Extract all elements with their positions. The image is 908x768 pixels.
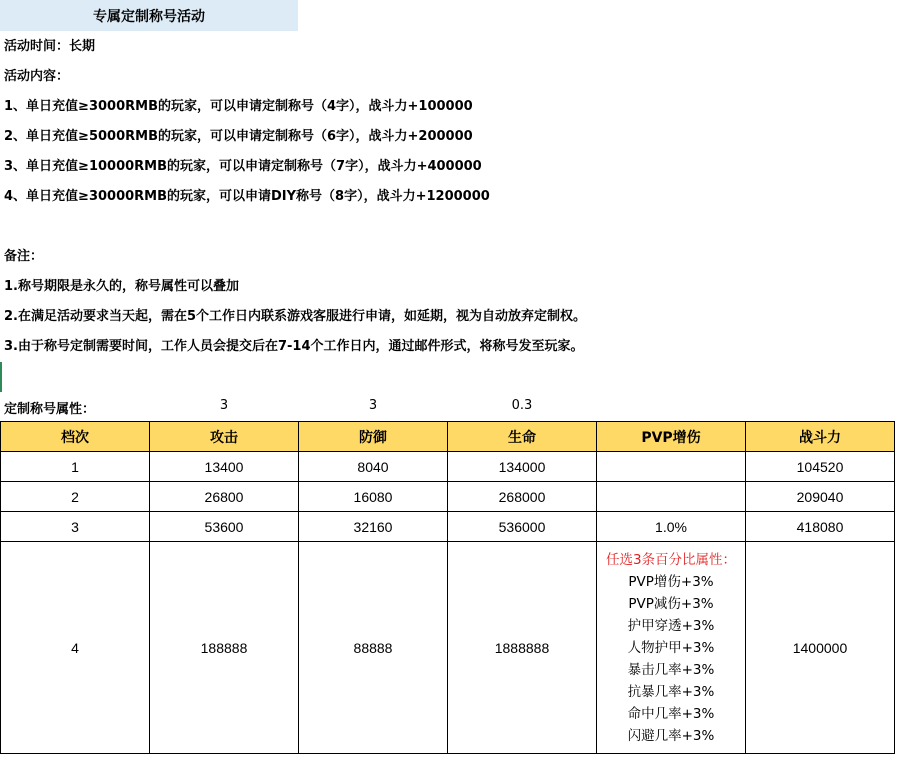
attr-value-attack: 3 [219,398,229,413]
cell-pvp [597,482,746,512]
cell-life: 134000 [448,452,597,482]
cell-attack: 13400 [150,452,299,482]
percent-props-list [597,549,745,747]
percent-props-heading: 任选3条百分比属性： [605,551,737,568]
tier-table [0,421,895,754]
percent-prop: PVP减伤+3% [628,595,714,612]
cell-attack: 53600 [150,512,299,542]
cell-life: 1888888 [448,542,597,754]
attr-value-life: 0.3 [511,398,533,413]
cell-tier: 4 [1,542,150,754]
header-power: 战斗力 [746,422,895,452]
note-item: 2.在满足活动要求当天起，需在5个工作日内联系游戏客服进行申请，如延期，视为自动放弃定制权。 [4,309,587,324]
cell-marker [0,362,2,392]
cell-power: 209040 [746,482,895,512]
content-label: 活动内容： [4,69,70,84]
table-row [1,512,895,542]
list-item: 4、单日充值≥30000RMB的玩家，可以申请DIY称号（8字），战斗力+1200000 [4,189,490,204]
note-item: 1.称号期限是永久的，称号属性可以叠加 [4,279,239,294]
table-header-row [1,422,895,452]
percent-prop: PVP增伤+3% [628,573,714,590]
header-attack: 攻击 [150,422,299,452]
cell-defense: 16080 [299,482,448,512]
cell-pvp [597,452,746,482]
attr-label: 定制称号属性： [4,402,96,417]
cell-defense: 32160 [299,512,448,542]
percent-prop: 人物护甲+3% [627,639,715,656]
table-row [1,482,895,512]
percent-prop: 闪避几率+3% [627,727,715,744]
cell-attack: 26800 [150,482,299,512]
notes-label: 备注： [4,249,44,264]
note-item: 3.由于称号定制需要时间，工作人员会提交后在7-14个工作日内，通过邮件形式，将称号发至玩家。 [4,339,584,354]
table-row [1,542,895,754]
activity-time: 活动时间：长期 [4,39,96,54]
cell-power: 418080 [746,512,895,542]
cell-tier: 3 [1,512,150,542]
page-title: 专属定制称号活动 [0,0,298,31]
cell-power: 104520 [746,452,895,482]
table-row [1,452,895,482]
percent-prop: 抗暴几率+3% [627,683,715,700]
cell-pvp: 1.0% [597,512,746,542]
percent-prop: 暴击几率+3% [627,661,715,678]
percent-prop: 护甲穿透+3% [627,617,715,634]
cell-pvp-options [597,542,746,754]
list-item: 1、单日充值≥3000RMB的玩家，可以申请定制称号（4字），战斗力+100000 [4,99,473,114]
cell-life: 268000 [448,482,597,512]
header-pvp: PVP增伤 [597,422,746,452]
cell-tier: 1 [1,452,150,482]
header-defense: 防御 [299,422,448,452]
list-item: 2、单日充值≥5000RMB的玩家，可以申请定制称号（6字），战斗力+200000 [4,129,473,144]
cell-power: 1400000 [746,542,895,754]
list-item: 3、单日充值≥10000RMB的玩家，可以申请定制称号（7字），战斗力+400000 [4,159,482,174]
attr-value-defense: 3 [368,398,378,413]
cell-tier: 2 [1,482,150,512]
cell-defense: 88888 [299,542,448,754]
percent-prop: 命中几率+3% [627,705,715,722]
header-life: 生命 [448,422,597,452]
header-tier: 档次 [1,422,150,452]
cell-attack: 188888 [150,542,299,754]
cell-defense: 8040 [299,452,448,482]
cell-life: 536000 [448,512,597,542]
